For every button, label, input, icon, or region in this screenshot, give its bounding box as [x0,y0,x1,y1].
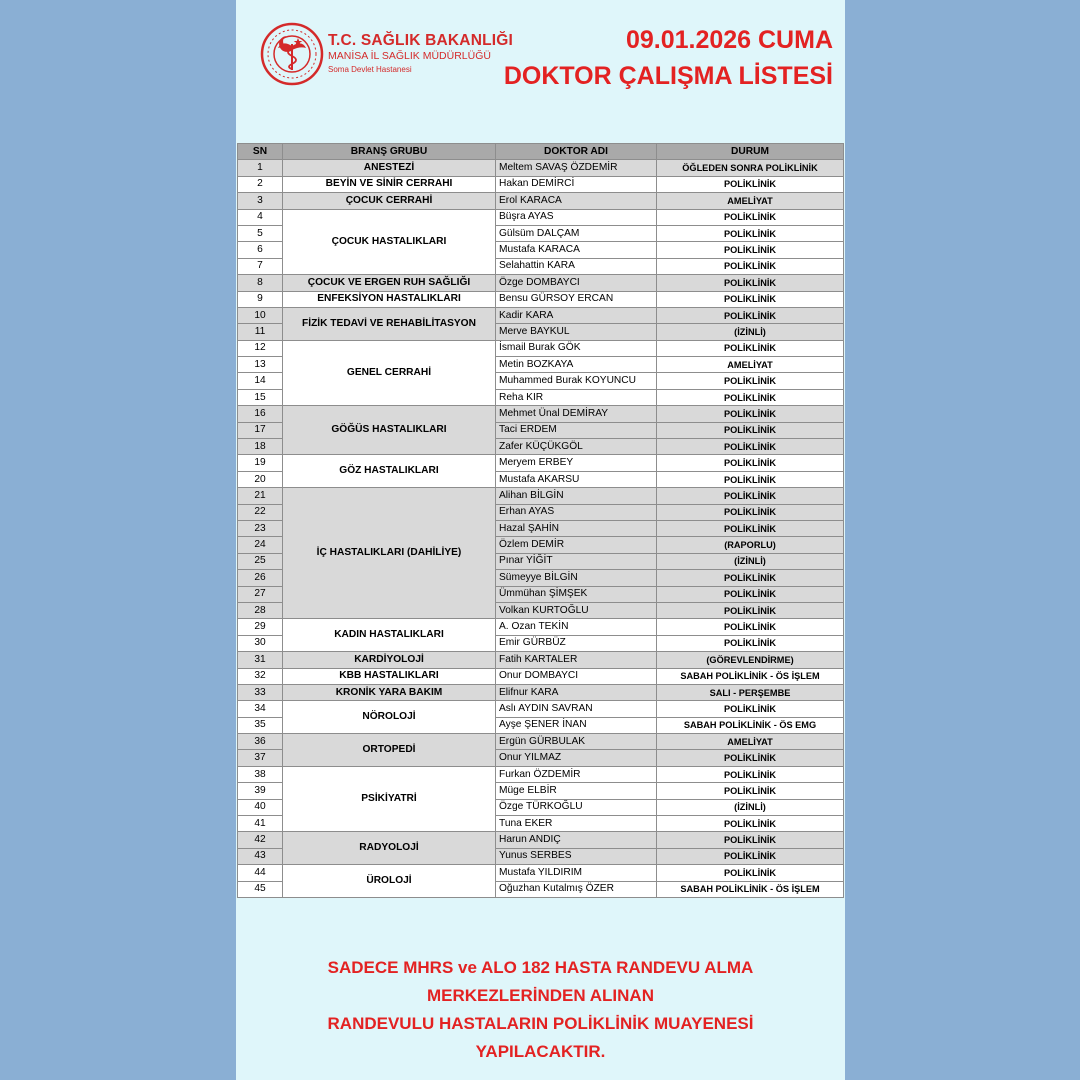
status-cell: POLİKLİNİK [657,455,844,471]
branch-cell: PSİKİYATRİ [283,766,496,832]
branch-cell: GÖĞÜS HASTALIKLARI [283,406,496,455]
row-number: 2 [238,176,283,192]
table-row [238,766,844,782]
status-cell: POLİKLİNİK [657,258,844,274]
status-cell: POLİKLİNİK [657,389,844,405]
doctor-roster-table [237,143,844,898]
roster-body [238,160,844,898]
row-number: 19 [238,455,283,471]
appointment-notice [236,954,845,1066]
row-number: 21 [238,488,283,504]
notice-line: MERKEZLERİNDEN ALINAN [427,986,654,1005]
row-number: 39 [238,783,283,799]
status-cell: POLİKLİNİK [657,225,844,241]
doctor-name-cell: Zafer KÜÇÜKGÖL [496,439,657,455]
status-cell: POLİKLİNİK [657,504,844,520]
row-number: 41 [238,816,283,832]
row-number: 12 [238,340,283,356]
column-header-doctor: DOKTOR ADI [496,144,657,160]
branch-cell: BEYİN VE SİNİR CERRAHI [283,176,496,192]
row-number: 30 [238,635,283,651]
branch-cell: RADYOLOJİ [283,832,496,865]
row-number: 37 [238,750,283,766]
row-number: 26 [238,570,283,586]
status-cell: SABAH POLİKLİNİK - ÖS İŞLEM [657,881,844,897]
doctor-name-cell: Alihan BİLGİN [496,488,657,504]
row-number: 13 [238,357,283,373]
table-row [238,701,844,717]
status-cell: AMELİYAT [657,357,844,373]
branch-cell: ORTOPEDİ [283,734,496,767]
doctor-name-cell: Mustafa KARACA [496,242,657,258]
row-number: 25 [238,553,283,569]
row-number: 44 [238,865,283,881]
table-row [238,455,844,471]
row-number: 42 [238,832,283,848]
table-row [238,209,844,225]
row-number: 20 [238,471,283,487]
branch-cell: KRONİK YARA BAKIM [283,684,496,700]
row-number: 18 [238,439,283,455]
status-cell: ÖĞLEDEN SONRA POLİKLİNİK [657,160,844,176]
row-number: 10 [238,307,283,323]
table-row [238,865,844,881]
status-cell: POLİKLİNİK [657,832,844,848]
row-number: 36 [238,734,283,750]
doctor-name-cell: Fatih KARTALER [496,652,657,668]
doctor-name-cell: Erhan AYAS [496,504,657,520]
branch-cell: FİZİK TEDAVİ VE REHABİLİTASYON [283,307,496,340]
branch-cell: İÇ HASTALIKLARI (DAHİLİYE) [283,488,496,619]
row-number: 6 [238,242,283,258]
doctor-name-cell: Yunus SERBES [496,848,657,864]
branch-cell: ÇOCUK HASTALIKLARI [283,209,496,275]
row-number: 15 [238,389,283,405]
row-number: 8 [238,275,283,291]
row-number: 33 [238,684,283,700]
status-cell: POLİKLİNİK [657,275,844,291]
doctor-name-cell: Kadir KARA [496,307,657,323]
row-number: 3 [238,193,283,209]
status-cell: POLİKLİNİK [657,602,844,618]
doctor-name-cell: Elifnur KARA [496,684,657,700]
status-cell: POLİKLİNİK [657,816,844,832]
row-number: 5 [238,225,283,241]
table-row [238,193,844,209]
branch-cell: GÖZ HASTALIKLARI [283,455,496,488]
status-cell: POLİKLİNİK [657,373,844,389]
doctor-name-cell: Merve BAYKUL [496,324,657,340]
status-cell: POLİKLİNİK [657,701,844,717]
doctor-name-cell: Hakan DEMİRCİ [496,176,657,192]
doctor-name-cell: A. Ozan TEKİN [496,619,657,635]
status-cell: AMELİYAT [657,734,844,750]
column-header-branch: BRANŞ GRUBU [283,144,496,160]
status-cell: POLİKLİNİK [657,307,844,323]
doctor-name-cell: Mustafa YILDIRIM [496,865,657,881]
row-number: 14 [238,373,283,389]
row-number: 1 [238,160,283,176]
row-number: 32 [238,668,283,684]
status-cell: POLİKLİNİK [657,766,844,782]
status-cell: SALI - PERŞEMBE [657,684,844,700]
status-cell: POLİKLİNİK [657,340,844,356]
page-title: DOKTOR ÇALIŞMA LİSTESİ [503,62,833,90]
table-row [238,160,844,176]
doctor-name-cell: Gülsüm DALÇAM [496,225,657,241]
doctor-name-cell: Volkan KURTOĞLU [496,602,657,618]
status-cell: POLİKLİNİK [657,520,844,536]
doctor-name-cell: Müge ELBİR [496,783,657,799]
doctor-name-cell: Oğuzhan Kutalmış ÖZER [496,881,657,897]
doctor-name-cell: Meryem ERBEY [496,455,657,471]
doctor-name-cell: Onur DOMBAYCI [496,668,657,684]
branch-cell: ÇOCUK VE ERGEN RUH SAĞLIĞI [283,275,496,291]
table-row [238,488,844,504]
status-cell: POLİKLİNİK [657,176,844,192]
status-cell: AMELİYAT [657,193,844,209]
row-number: 17 [238,422,283,438]
doctor-name-cell: Furkan ÖZDEMİR [496,766,657,782]
doctor-name-cell: Özge DOMBAYCI [496,275,657,291]
doctor-name-cell: Muhammed Burak KOYUNCU [496,373,657,389]
table-row [238,275,844,291]
doctor-name-cell: Ayşe ŞENER İNAN [496,717,657,733]
doctor-name-cell: Meltem SAVAŞ ÖZDEMİR [496,160,657,176]
ministry-emblem-icon [260,22,324,86]
doctor-name-cell: Reha KIR [496,389,657,405]
notice-line: SADECE MHRS ve ALO 182 HASTA RANDEVU ALMA [327,958,754,977]
branch-cell: KBB HASTALIKLARI [283,668,496,684]
row-number: 29 [238,619,283,635]
hospital-name: Soma Devlet Hastanesi [328,64,412,74]
row-number: 38 [238,766,283,782]
date-heading: 09.01.2026 CUMA [625,26,833,54]
row-number: 23 [238,520,283,536]
status-cell: (GÖREVLENDİRME) [657,652,844,668]
status-cell: POLİKLİNİK [657,242,844,258]
doctor-name-cell: Ümmühan ŞİMŞEK [496,586,657,602]
doctor-name-cell: Pınar YİĞİT [496,553,657,569]
status-cell: POLİKLİNİK [657,439,844,455]
status-cell: (İZİNLİ) [657,553,844,569]
status-cell: POLİKLİNİK [657,422,844,438]
status-cell: POLİKLİNİK [657,635,844,651]
doctor-name-cell: Erol KARACA [496,193,657,209]
doctor-name-cell: Mustafa AKARSU [496,471,657,487]
doctor-name-cell: Ergün GÜRBULAK [496,734,657,750]
status-cell: (İZİNLİ) [657,324,844,340]
status-cell: POLİKLİNİK [657,406,844,422]
status-cell: POLİKLİNİK [657,570,844,586]
row-number: 45 [238,881,283,897]
row-number: 40 [238,799,283,815]
table-row [238,406,844,422]
row-number: 9 [238,291,283,307]
doctor-name-cell: Özlem DEMİR [496,537,657,553]
row-number: 35 [238,717,283,733]
doctor-name-cell: Hazal ŞAHİN [496,520,657,536]
doctor-name-cell: Özge TÜRKOĞLU [496,799,657,815]
row-number: 34 [238,701,283,717]
row-number: 22 [238,504,283,520]
doctor-name-cell: Tuna EKER [496,816,657,832]
status-cell: POLİKLİNİK [657,619,844,635]
branch-cell: KARDİYOLOJİ [283,652,496,668]
status-cell: (İZİNLİ) [657,799,844,815]
status-cell: POLİKLİNİK [657,783,844,799]
status-cell: POLİKLİNİK [657,848,844,864]
status-cell: POLİKLİNİK [657,291,844,307]
branch-cell: KADIN HASTALIKLARI [283,619,496,652]
column-header-status: DURUM [657,144,844,160]
branch-cell: GENEL CERRAHİ [283,340,496,406]
doctor-name-cell: İsmail Burak GÖK [496,340,657,356]
row-number: 7 [238,258,283,274]
branch-cell: ÇOCUK CERRAHİ [283,193,496,209]
table-row [238,832,844,848]
status-cell: POLİKLİNİK [657,471,844,487]
status-cell: POLİKLİNİK [657,750,844,766]
row-number: 43 [238,848,283,864]
row-number: 16 [238,406,283,422]
row-number: 28 [238,602,283,618]
doctor-name-cell: Büşra AYAS [496,209,657,225]
status-cell: SABAH POLİKLİNİK - ÖS EMG [657,717,844,733]
doctor-name-cell: Emir GÜRBÜZ [496,635,657,651]
table-header-row [238,144,844,160]
table-row [238,619,844,635]
notice-line: RANDEVULU HASTALARIN POLİKLİNİK MUAYENESİ [327,1014,754,1033]
row-number: 24 [238,537,283,553]
status-cell: POLİKLİNİK [657,586,844,602]
doctor-name-cell: Onur YILMAZ [496,750,657,766]
table-row [238,291,844,307]
row-number: 27 [238,586,283,602]
doctor-name-cell: Mehmet Ünal DEMİRAY [496,406,657,422]
doctor-name-cell: Selahattin KARA [496,258,657,274]
branch-cell: ÜROLOJİ [283,865,496,898]
doctor-name-cell: Metin BOZKAYA [496,357,657,373]
table-row [238,734,844,750]
table-row [238,307,844,323]
table-row [238,176,844,192]
directorate-name: MANİSA İL SAĞLIK MÜDÜRLÜĞÜ [328,50,491,63]
table-row [238,684,844,700]
doctor-name-cell: Taci ERDEM [496,422,657,438]
document-card [236,0,845,1080]
row-number: 31 [238,652,283,668]
table-row [238,340,844,356]
branch-cell: ANESTEZİ [283,160,496,176]
branch-cell: NÖROLOJİ [283,701,496,734]
notice-line: YAPILACAKTIR. [475,1042,606,1061]
status-cell: (RAPORLU) [657,537,844,553]
table-row [238,652,844,668]
ministry-name: T.C. SAĞLIK BAKANLIĞI [328,32,514,49]
doctor-name-cell: Bensu GÜRSOY ERCAN [496,291,657,307]
status-cell: POLİKLİNİK [657,209,844,225]
doctor-name-cell: Harun ANDIÇ [496,832,657,848]
row-number: 11 [238,324,283,340]
status-cell: SABAH POLİKLİNİK - ÖS İŞLEM [657,668,844,684]
branch-cell: ENFEKSİYON HASTALIKLARI [283,291,496,307]
ministry-header [328,32,513,74]
status-cell: POLİKLİNİK [657,865,844,881]
row-number: 4 [238,209,283,225]
column-header-sn: SN [238,144,283,160]
status-cell: POLİKLİNİK [657,488,844,504]
doctor-name-cell: Sümeyye BİLGİN [496,570,657,586]
table-row [238,668,844,684]
doctor-name-cell: Aslı AYDIN SAVRAN [496,701,657,717]
